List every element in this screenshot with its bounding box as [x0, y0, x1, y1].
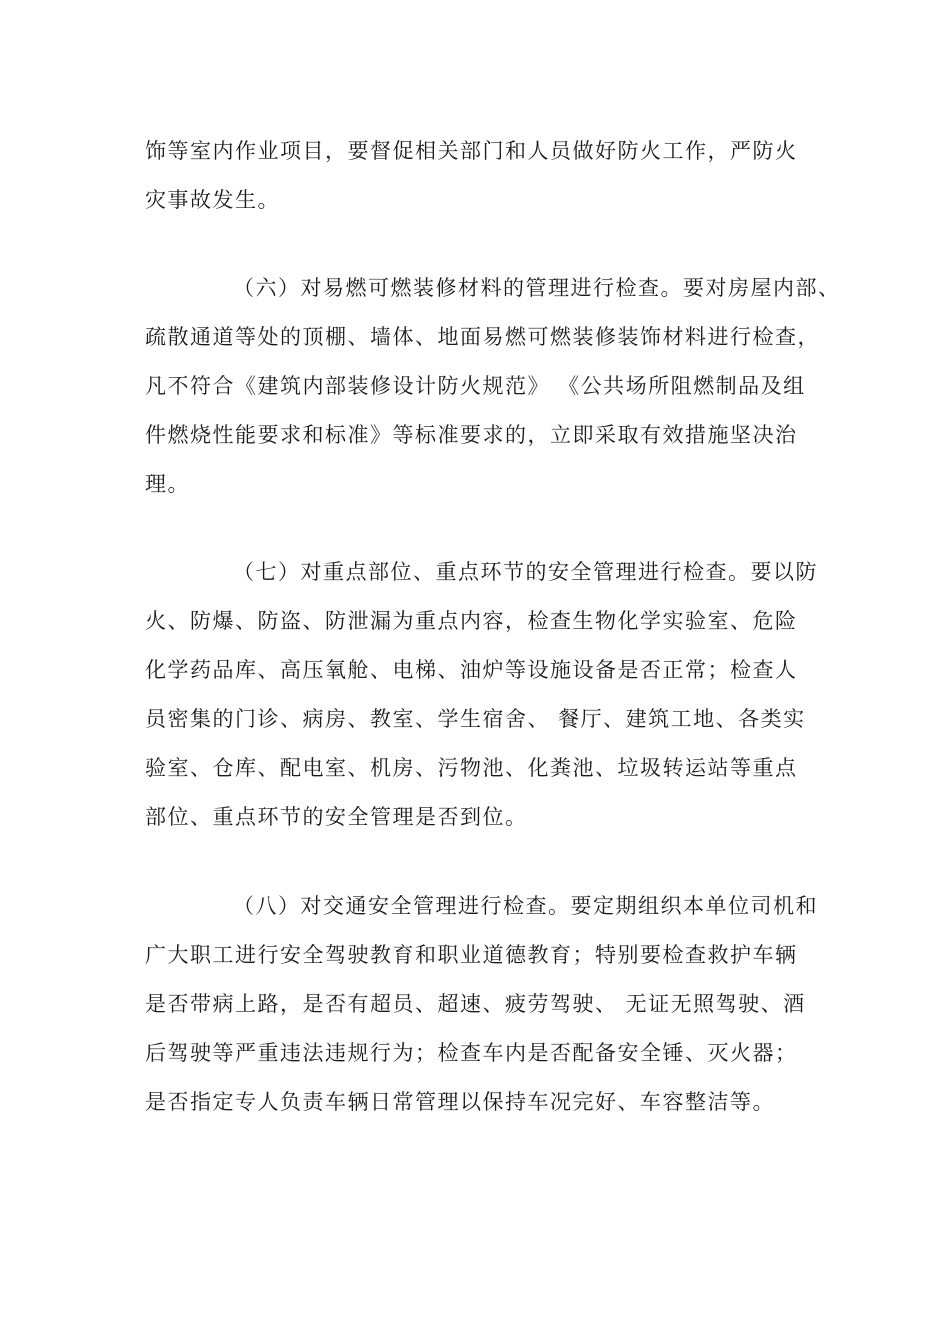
paragraph-line: 是否带病上路，是否有超员、超速、疲劳驾驶、 无证无照驾驶、酒: [145, 992, 806, 1016]
paragraph-continuation: [145, 127, 810, 225]
paragraph-line: 是否指定专人负责车辆日常管理以保持车况完好、车容整洁等。: [145, 1090, 775, 1114]
paragraph-section-6: [145, 264, 841, 509]
paragraph-line: （七）对重点部位、重点环节的安全管理进行检查。要以防: [233, 560, 818, 584]
paragraph-line: 部位、重点环节的安全管理是否到位。: [145, 805, 528, 829]
paragraph-line: 灾事故发生。: [145, 188, 280, 212]
paragraph-section-7: [145, 548, 818, 842]
paragraph-line: （六）对易燃可燃装修材料的管理进行检查。要对房屋内部、: [233, 276, 841, 300]
paragraph-line: 员密集的门诊、病房、教室、学生宿舍、 餐厅、建筑工地、各类实: [145, 707, 806, 731]
paragraph-line: 后驾驶等严重违法违规行为；检查车内是否配备安全锤、灭火器；: [145, 1041, 798, 1065]
paragraph-line: （八）对交通安全管理进行检查。要定期组织本单位司机和: [233, 894, 818, 918]
paragraph-line: 验室、仓库、配电室、机房、污物池、化粪池、垃圾转运站等重点: [145, 756, 798, 780]
paragraph-line: 火、防爆、防盗、防泄漏为重点内容，检查生物化学实验室、危险: [145, 609, 798, 633]
paragraph-section-8: [145, 882, 818, 1127]
paragraph-line: 饰等室内作业项目，要督促相关部门和人员做好防火工作，严防火: [145, 139, 798, 163]
paragraph-line: 广大职工进行安全驾驶教育和职业道德教育；特别要检查救护车辆: [145, 943, 798, 967]
paragraph-line: 理。: [145, 472, 190, 496]
paragraph-line: 件燃烧性能要求和标准》等标准要求的，立即采取有效措施坚决治: [145, 423, 798, 447]
paragraph-line: 凡不符合《建筑内部装修设计防火规范》 《公共场所阻燃制品及组: [145, 374, 806, 398]
paragraph-line: 化学药品库、高压氧舱、电梯、油炉等设施设备是否正常；检查人: [145, 658, 798, 682]
paragraph-line: 疏散通道等处的顶棚、墙体、地面易燃可燃装修装饰材料进行检查，: [145, 325, 820, 349]
